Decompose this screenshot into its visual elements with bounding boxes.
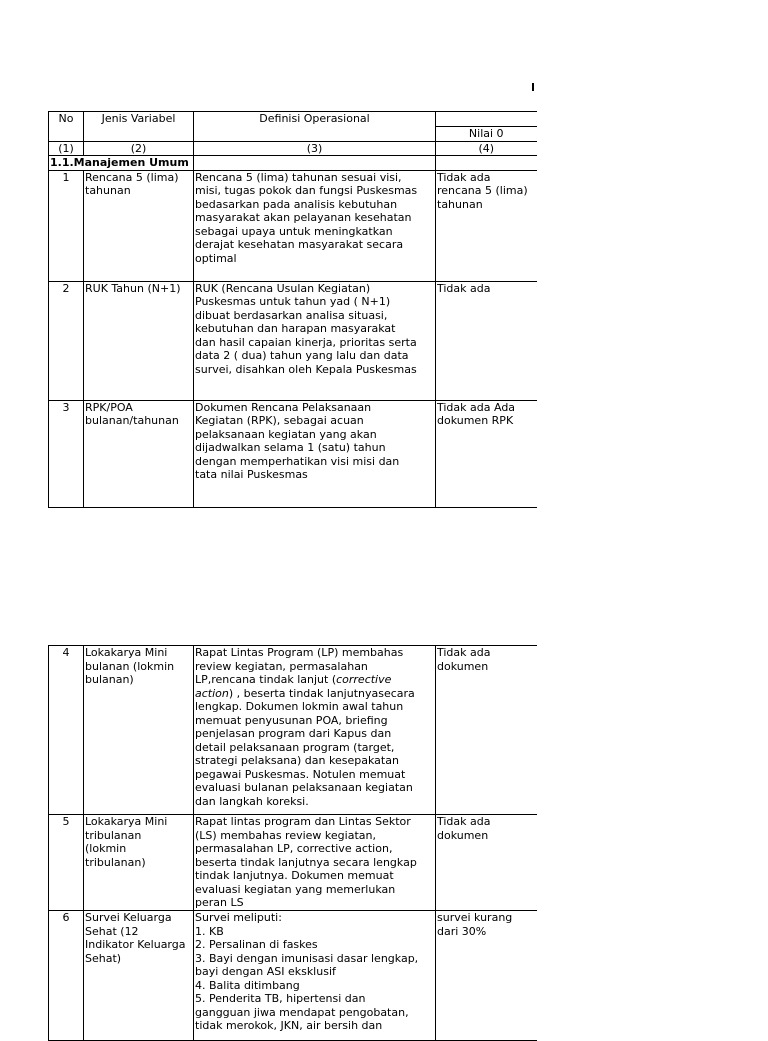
section-title: 1.1.Manajemen Umum <box>49 156 194 171</box>
row-nilai-0: Tidak ada dokumen <box>436 815 537 911</box>
row-definisi: Rapat lintas program dan Lintas Sektor (LS) membahas review kegiatan, permasalahan LP, corrective action, beserta tindak lanjutnya secara lengkap tindak lanjutnya. Dokumen memuat evaluasi kegiatan yang memerlukan peran LS <box>194 815 436 911</box>
header-num-2: (2) <box>84 141 194 156</box>
row-jenis: RUK Tahun (N+1) <box>84 281 194 400</box>
section-empty-cell <box>436 156 537 171</box>
row-jenis: Lokakarya Mini tribulanan (lokmin tribulanan) <box>84 815 194 911</box>
page-corner-mark <box>532 83 534 91</box>
row-nilai-0: Tidak ada Ada dokumen RPK <box>436 400 537 507</box>
definisi-text: ) , beserta tindak lanjutnyasecara lengkap. Dokumen lokmin awal tahun memuat penyusunan POA, briefing penjelasan program dari Kapus dan detail pelaksanaan program (target, strategi pelaksana) dan kesepakatan pegawai Puskesmas. Notulen memuat evaluasi bulanan pelaksanaan kegiatan dan langkah koreksi. <box>195 686 415 808</box>
row-no: 6 <box>49 911 84 1041</box>
indicator-table-part-2 <box>48 645 537 1041</box>
definisi-text: Rapat Lintas Program (LP) membahas review kegiatan, permasalahan LP,rencana tindak lanjut ( <box>195 646 404 686</box>
header-num-4: (4) <box>436 141 537 156</box>
row-definisi: Rencana 5 (lima) tahunan sesuai visi, misi, tugas pokok dan fungsi Puskesmas bedasarkan pada analisis kebutuhan masyarakat akan pelayanan kesehatan sebagai upaya untuk meningkatkan derajat kesehatan masyarakat secara optimal <box>194 170 436 281</box>
header-no: No <box>49 112 84 142</box>
row-nilai-0: survei kurang dari 30% <box>436 911 537 1041</box>
row-nilai-0: Tidak ada dokumen <box>436 646 537 815</box>
table-row <box>49 170 537 281</box>
row-definisi: Survei meliputi: 1. KB 2. Persalinan di faskes 3. Bayi dengan imunisasi dasar lengkap, bayi dengan ASI eksklusif 4. Balita ditimbang 5. Penderita TB, hipertensi dan gangguan jiwa mendapat pengobatan, tidak merokok, JKN, air bersih dan <box>194 911 436 1041</box>
row-nilai-0: Tidak ada rencana 5 (lima) tahunan <box>436 170 537 281</box>
row-jenis: Rencana 5 (lima) tahunan <box>84 170 194 281</box>
row-jenis: Lokakarya Mini bulanan (lokmin bulanan) <box>84 646 194 815</box>
row-definisi: Dokumen Rencana Pelaksanaan Kegiatan (RPK), sebagai acuan pelaksanaan kegiatan yang akan dijadwalkan selama 1 (satu) tahun dengan memperhatikan visi misi dan tata nilai Puskesmas <box>194 400 436 507</box>
definisi-italic-text: action <box>195 686 229 700</box>
section-empty-cell <box>194 156 436 171</box>
row-jenis: RPK/POA bulanan/tahunan <box>84 400 194 507</box>
indicator-table-part-1 <box>48 111 537 508</box>
table-row <box>49 911 537 1041</box>
row-definisi: RUK (Rencana Usulan Kegiatan) Puskesmas untuk tahun yad ( N+1) dibuat berdasarkan analisa situasi, kebutuhan dan harapan masyarakat dan hasil capaian kinerja, prioritas serta data 2 ( dua) tahun yang lalu dan data survei, disahkan oleh Kepala Puskesmas <box>194 281 436 400</box>
row-nilai-0: Tidak ada <box>436 281 537 400</box>
row-no: 1 <box>49 170 84 281</box>
row-no: 3 <box>49 400 84 507</box>
row-no: 4 <box>49 646 84 815</box>
row-jenis: Survei Keluarga Sehat (12 Indikator Keluarga Sehat) <box>84 911 194 1041</box>
row-definisi <box>194 646 436 815</box>
row-no: 5 <box>49 815 84 911</box>
header-nilai-0: Nilai 0 <box>436 127 537 142</box>
table-row <box>49 646 537 815</box>
table-row <box>49 815 537 911</box>
row-no: 2 <box>49 281 84 400</box>
header-definisi-operasional: Definisi Operasional <box>194 112 436 142</box>
header-num-3: (3) <box>194 141 436 156</box>
header-nilai-group <box>436 112 537 127</box>
definisi-italic-text: corrective <box>336 673 392 686</box>
table-row <box>49 400 537 507</box>
table-row <box>49 281 537 400</box>
header-num-1: (1) <box>49 141 84 156</box>
header-jenis-variabel: Jenis Variabel <box>84 112 194 142</box>
